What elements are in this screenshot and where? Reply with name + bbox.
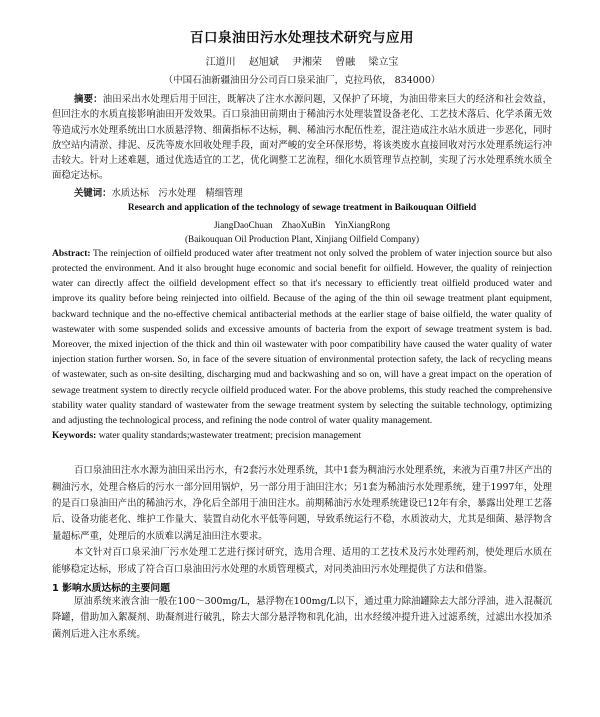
keywords-cn-text: 水质达标 污水处理 精细管理 — [111, 187, 243, 199]
affiliation: （中国石油新疆油田分公司百口泉采油厂，克拉玛依， 834000） — [163, 75, 441, 86]
paper-page — [52, 22, 552, 643]
abstract-cn-text: 油田采出水处理后用于回注，既解决了注水水源问题，又保护了环境，为油田带来巨大的经济和社会效益，但回注水的水质直接影响油田开发效果。百口泉油田前期由于稀油污水处理装置设备老化、工艺技术落后、化学杀菌无效等造成污水处理系统出口水质悬浮物、细菌指标不达标，稠、稀油污水配伍性差，混注造成注水站水质进一步恶化，同时放空站内清淤、排泥、反洗等废水回收处理手段，面对严峻的安全环保形势，将该类废水直接回收对污水处理系统运行冲击较大。针对上述难题，通过优选适宜的工艺，优化调整工艺流程，细化水质管理节点控制，实现了污水处理系统水质全面稳定达标。 — [52, 94, 552, 182]
abstract-en-text: The reinjection of oilfield produced water after treatment not only solved the problem of water injection source but also protected the environment. And it also brought huge economic and social benefit for oilfield. However, the quality of reinjection water can directly affect the oilfield development effect so that it's necessary to efficiently treat oilfield produced water and improve its quality before being reinjected into oilfield. Because of the aging of the thin oil sewage treatment plant equipment, backward technique and the no-effective chemical antibacterial methods at the earlier stage of baise oilfield, the water quality of wastewater with some suspended solids and excessive amounts of bacteria from the export of sewage treatment system is bad. Moreover, the mixed injection of the thick and thin oil wastewater with poor compatibility have caused the water quality of water injection station further worsen. So, in face of the severe situation of environmental protection safety, the lack of recycling means of wastewater, such as on-site desilting, discharging mud and backwashing and so on, will have a great impact on the operation of sewage treatment system to directly recycle oilfield produced water. For the above problems, this study reached the comprehensive stability water quality standard of wastewater from the sewage treatment system by selecting the suitable technology, optimizing and adjusting the technological process, and refining the node control of water quality management. — [52, 248, 552, 427]
body-paragraph: 原油系统来液含油一般在100～300mg/L，悬浮物在100mg/L以下，通过重力除油罐除去大部分浮油，进入混凝沉降罐，借助加入絮凝剂、助凝剂进行破乳，除去大部分悬浮物和乳化油，出水经缓冲提升进入过滤系统，过滤出水投加杀菌剂后进入注水系统。 — [52, 596, 552, 640]
keywords-cn — [52, 185, 552, 199]
english-affiliation: (Baikouquan Oil Production Plant, Xinjiang Oilfield Company) — [185, 233, 419, 244]
author-name: 曾融 — [335, 57, 356, 68]
keywords-en-label: Keywords: — [52, 431, 97, 442]
abstract-cn — [52, 92, 552, 184]
abstract-cn-label: 摘要： — [74, 94, 103, 105]
author-name: 江道川 — [205, 57, 236, 68]
keywords-en-text: water quality standards;wastewater treatment; precision management — [98, 431, 362, 442]
author-list — [52, 53, 552, 68]
author-name: 赵旭斌 — [248, 57, 279, 68]
keywords-cn-label: 关键词： — [74, 187, 112, 199]
abstract-en-label: Abstract: — [52, 248, 91, 259]
english-authors: JiangDaoChuan ZhaoXuBin YinXiangRong — [213, 219, 391, 230]
section-heading: 1 影响水质达标的主要问题 — [52, 583, 170, 595]
author-name: 尹湘荣 — [292, 57, 322, 68]
body-paragraph: 百口泉油田注水水源为油田采出污水，有2套污水处理系统，其中1套为稠油污水处理系统，来液为百重7井区产出的稠油污水，处理合格后的污水一部分回用锅炉，另一部分用于油田注水；另1套为稀油污水处理系统，建于1997年，处理的是百口泉油田产出的稀油污水，净化后全部用于油田注水。前期稀油污水处理系统建设已12年有余，暴露出处理工艺落后、设备功能老化、维护工作量大、装置自动化水平低等问题，导致系统运行不稳，水质波动大，尤其是细菌、悬浮物含量超标严重，处理后的水质难以满足油田注水要求。 — [52, 465, 552, 542]
keywords-en — [52, 431, 552, 441]
body-paragraph: 本文针对百口泉采油厂污水处理工艺进行探讨研究，选用合理、适用的工艺技术及污水处理药剂，使处理后水质在能够稳定达标，形成了符合百口泉油田污水处理的水质管理模式，对同类油田污水处理提供了方法和借鉴。 — [52, 547, 552, 575]
paper-title: 百口泉油田污水处理技术研究与应用 — [190, 30, 414, 46]
author-name: 梁立宝 — [368, 57, 399, 68]
english-title: Research and application of the technology of sewage treatment in Baikouquan Oilfield — [127, 202, 477, 213]
abstract-en — [52, 247, 552, 429]
